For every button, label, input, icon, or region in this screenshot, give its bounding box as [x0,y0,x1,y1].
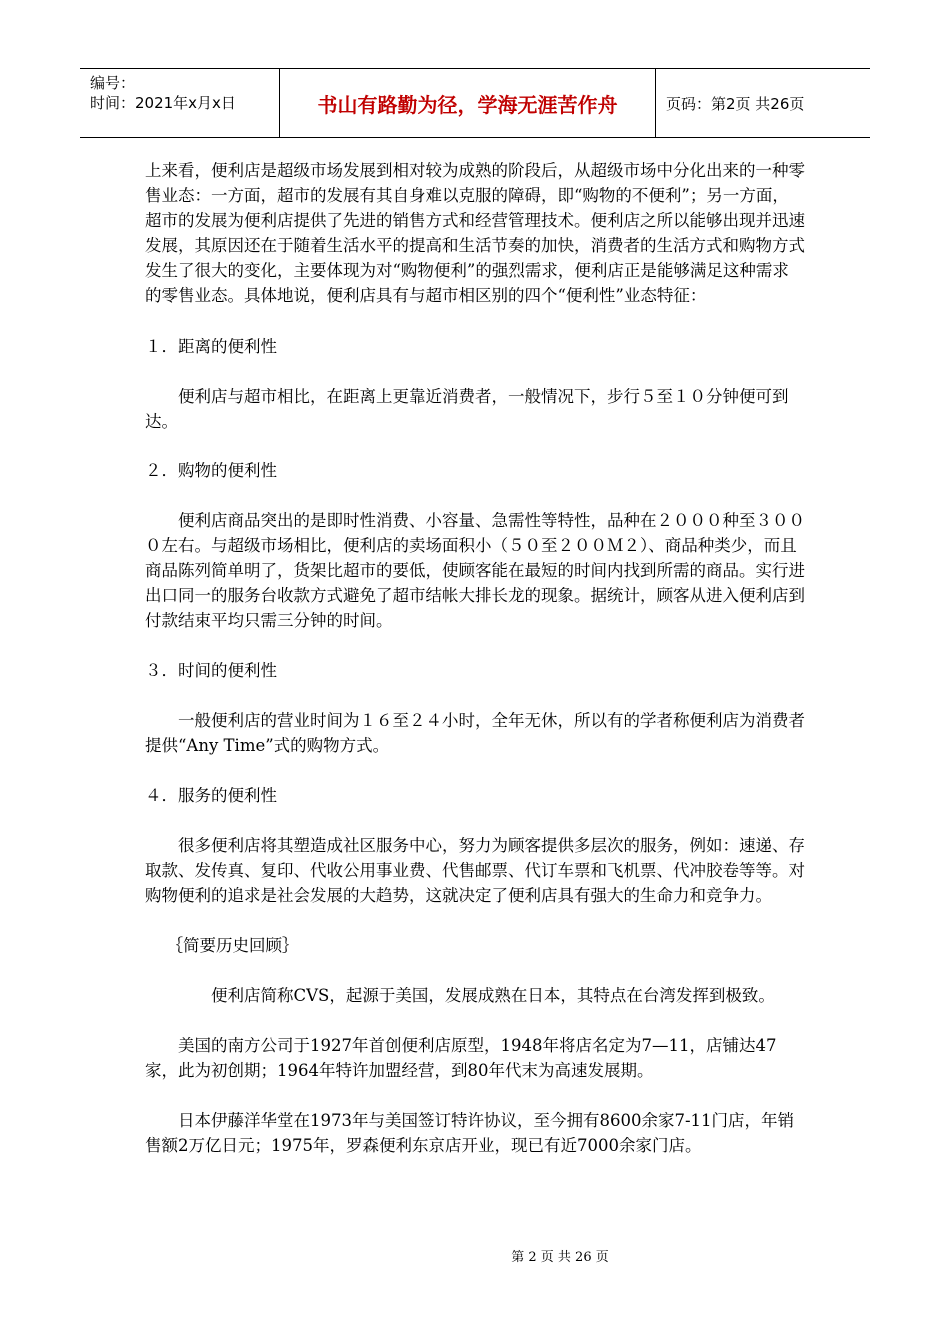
paragraph: 便利店与超市相比，在距离上更靠近消费者，一般情况下，步行５至１０分钟便可到达。 [145,387,789,431]
document-body [145,158,805,1158]
paragraph: 便利店商品突出的是即时性消费、小容量、急需性等特性，品种在２０００种至３０００左右。与超级市场相比，便利店的卖场面积小（５０至２００Ｍ２）、商品种类少，而且商品陈列简单明了，货架比超市的要低，使顾客能在最短的时间内找到所需的商品。实行进出口同一的服务台收款方式避免了超市结帐大排长龙的现象。据统计，顾客从进入便利店到付款结束平均只需三分钟的时间。 [145,511,805,630]
paragraph: 上来看，便利店是超级市场发展到相对较为成熟的阶段后，从超级市场中分化出来的一种零售业态：一方面，超市的发展有其自身难以克服的障碍，即“购物的不便利”；另一方面，超市的发展为便利店提供了先进的销售方式和经营管理技术。便利店之所以能够出现并迅速发展，其原因还在于随着生活水平的提高和生活节奏的加快，消费者的生活方式和购物方式发生了很大的变化，主要体现为对“购物便利”的强烈需求，便利店正是能够满足这种需求的零售业态。具体地说，便利店具有与超市相区别的四个“便利性”业态特征： [145,161,805,305]
header-page-number: 页码：第2页 共26页 [666,94,805,113]
header-motto: 书山有路勤为径，学海无涯苦作舟 [280,69,656,137]
paragraph: 日本伊藤洋华堂在1973年与美国签订特许协议，至今拥有8600余家7-11门店，年销售额2万亿日元；1975年，罗森便利东京店开业，现已有近7000余家门店。 [145,1111,795,1155]
header-meta [80,69,280,137]
section-heading: ３．时间的便利性 [145,661,277,680]
section-heading: ２．购物的便利性 [145,461,277,480]
paragraph: 很多便利店将其塑造成社区服务中心，努力为顾客提供多层次的服务，例如：速递、存取款、发传真、复印、代收公用事业费、代售邮票、代订车票和飞机票、代冲胶卷等等。对购物便利的追求是社会发展的大趋势，这就决定了便利店具有强大的生命力和竞争力。 [145,836,805,905]
page-footer: 第 2 页 共 26 页 [511,1250,609,1265]
paragraph: 一般便利店的营业时间为１６至２４小时，全年无休，所以有的学者称便利店为消费者提供“Any Time”式的购物方式。 [145,711,805,755]
paragraph: 美国的南方公司于1927年首创便利店原型，1948年将店名定为7—11，店铺达47家，此为初创期；1964年特许加盟经营，到80年代末为高速发展期。 [145,1036,777,1080]
section-heading: ４．服务的便利性 [145,786,277,805]
document-number-label: 编号： [90,74,136,92]
paragraph: 便利店简称CVS，起源于美国，发展成熟在日本，其特点在台湾发挥到极致。 [211,986,775,1005]
document-date-label: 时间：2021年x月x日 [90,94,236,112]
section-heading: １．距离的便利性 [145,337,277,356]
section-heading: ｛简要历史回顾｝ [166,936,299,955]
page-header [80,68,870,138]
